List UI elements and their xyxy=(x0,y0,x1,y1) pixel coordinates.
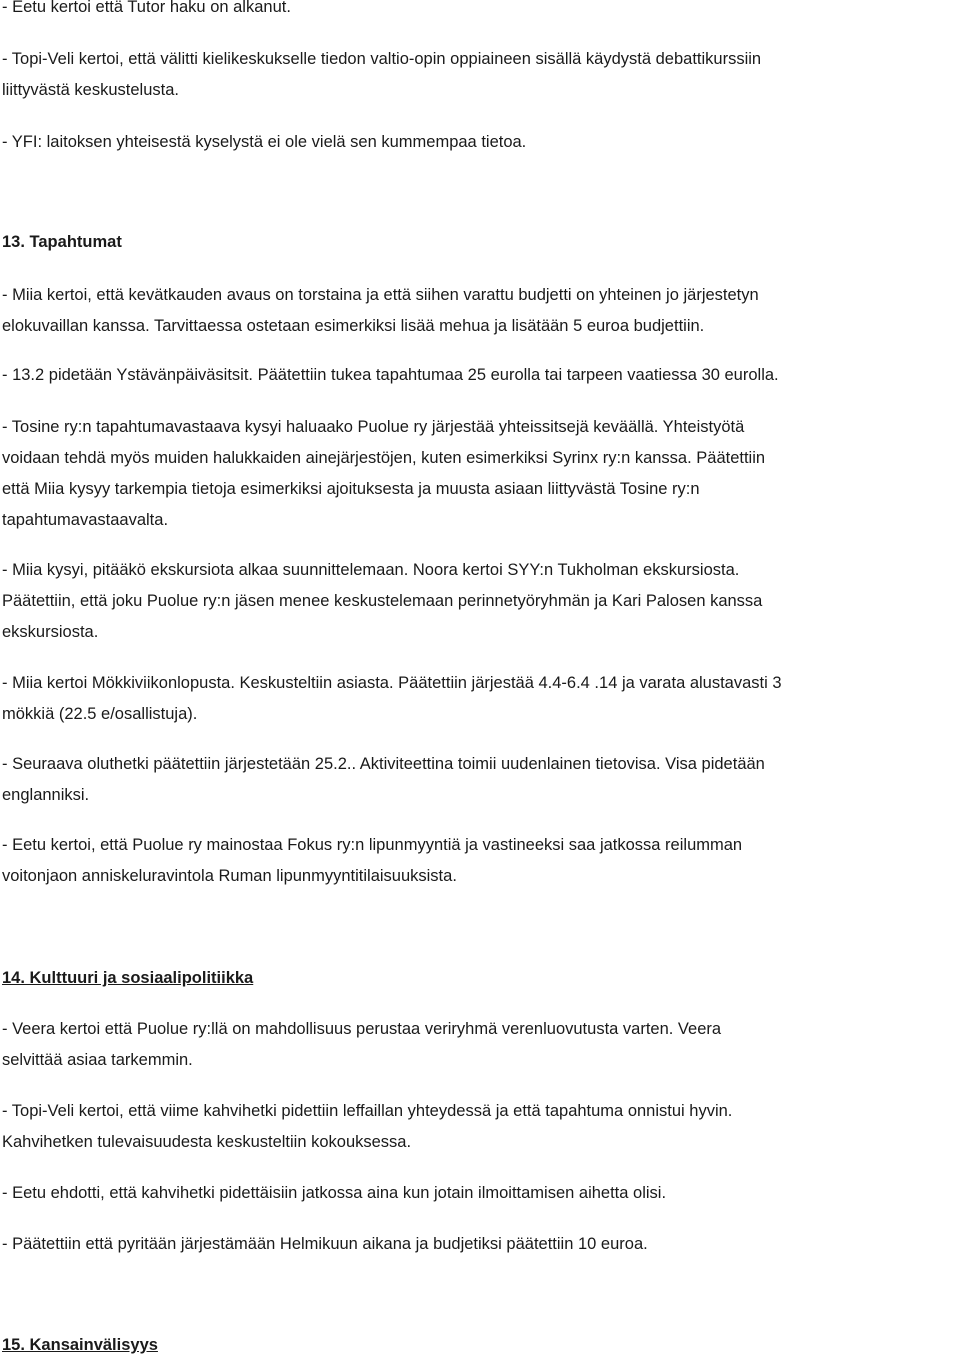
s14-p3-line1: - Eetu ehdotti, että kahvihetki pidettäisiin jatkossa aina kun jotain ilmoittamisen aihetta olisi. xyxy=(2,1184,667,1202)
s13-p7-line1: - Eetu kertoi, että Puolue ry mainostaa Fokus ry:n lipunmyyntiä ja vastineeksi saa jatkossa reilumman xyxy=(2,836,743,854)
s13-p5-line1: - Miia kertoi Mökkiviikonlopusta. Keskusteltiin asiasta. Päätettiin järjestää 4.4-6.4 .14 ja varata alustavasti 3 xyxy=(2,674,782,692)
s13-p3-line4: tapahtumavastaavalta. xyxy=(2,511,169,529)
s13-p6-line2: englanniksi. xyxy=(2,786,90,804)
s13-p4-line2: Päätettiin, että joku Puolue ry:n jäsen menee keskustelemaan perinnetyöryhmän ja Kari Palosen kanssa xyxy=(2,592,763,610)
s13-p4-line3: ekskursiosta. xyxy=(2,623,99,641)
s14-p1-line2: selvittää asiaa tarkemmin. xyxy=(2,1051,193,1069)
section-13-title: Tapahtumat xyxy=(29,233,122,251)
intro-line-yfi: - YFI: laitoksen yhteisestä kyselystä ei ole vielä sen kummempaa tietoa. xyxy=(2,133,527,151)
s13-p5-line2: mökkiä (22.5 e/osallistuja). xyxy=(2,705,198,723)
s13-p7-line2: voitonjaon anniskeluravintola Ruman lipunmyyntitilaisuuksista. xyxy=(2,867,457,885)
section-15-heading: 15. Kansainvälisyys xyxy=(2,1336,158,1354)
s13-p2-line1: - 13.2 pidetään Ystävänpäiväsitsit. Päätettiin tukea tapahtumaa 25 eurolla tai tarpeen vaatiessa 30 eurolla. xyxy=(2,366,779,384)
intro-line-eetu-tutor: - Eetu kertoi että Tutor haku on alkanut. xyxy=(2,0,291,16)
section-13-number: 13. xyxy=(2,233,25,251)
s13-p4-line1: - Miia kysyi, pitääkö ekskursiota alkaa suunnittelemaan. Noora kertoi SYY:n Tukholman ekskursiosta. xyxy=(2,561,740,579)
intro-line-topi-veli: - Topi-Veli kertoi, että välitti kielikeskukselle tiedon valtio-opin oppiaineen sisällä käydystä debattikurssiin xyxy=(2,50,762,68)
s13-p3-line3: että Miia kysyy tarkempia tietoja esimerkiksi ajoituksesta ja muusta asiaan liittyvästä Tosine ry:n xyxy=(2,480,700,498)
s13-p3-line1: - Tosine ry:n tapahtumavastaava kysyi haluaako Puolue ry järjestää yhteissitsejä keväällä. Yhteistyötä xyxy=(2,418,745,436)
s14-p2-line1: - Topi-Veli kertoi, että viime kahvihetki pidettiin leffaillan yhteydessä ja että tapahtuma onnistui hyvin. xyxy=(2,1102,733,1120)
section-14-heading: 14. Kulttuuri ja sosiaalipolitiikka xyxy=(2,969,254,987)
s13-p6-line1: - Seuraava oluthetki päätettiin järjestetään 25.2.. Aktiviteettina toimii uudenlainen tietovisa. Visa pidetään xyxy=(2,755,765,773)
s13-p1-line1: - Miia kertoi, että kevätkauden avaus on torstaina ja että siihen varattu budjetti on yhteinen jo järjestetyn xyxy=(2,286,759,304)
section-13-heading xyxy=(2,227,122,258)
intro-line-topi-veli-cont: liittyvästä keskustelusta. xyxy=(2,81,179,99)
s14-p2-line2: Kahvihetken tulevaisuudesta keskusteltiin kokouksessa. xyxy=(2,1133,412,1151)
s14-p4-line1: - Päätettiin että pyritään järjestämään Helmikuun aikana ja budjetiksi päätettiin 10 euroa. xyxy=(2,1235,648,1253)
s13-p3-line2: voidaan tehdä myös muiden halukkaiden ainejärjestöjen, kuten esimerkiksi Syrinx ry:n kanssa. Päätettiin xyxy=(2,449,766,467)
s13-p1-line2: elokuvaillan kanssa. Tarvittaessa ostetaan esimerkiksi lisää mehua ja lisätään 5 euroa budjettiin. xyxy=(2,317,705,335)
s14-p1-line1: - Veera kertoi että Puolue ry:llä on mahdollisuus perustaa veriryhmä verenluovutusta varten. Veera xyxy=(2,1020,722,1038)
